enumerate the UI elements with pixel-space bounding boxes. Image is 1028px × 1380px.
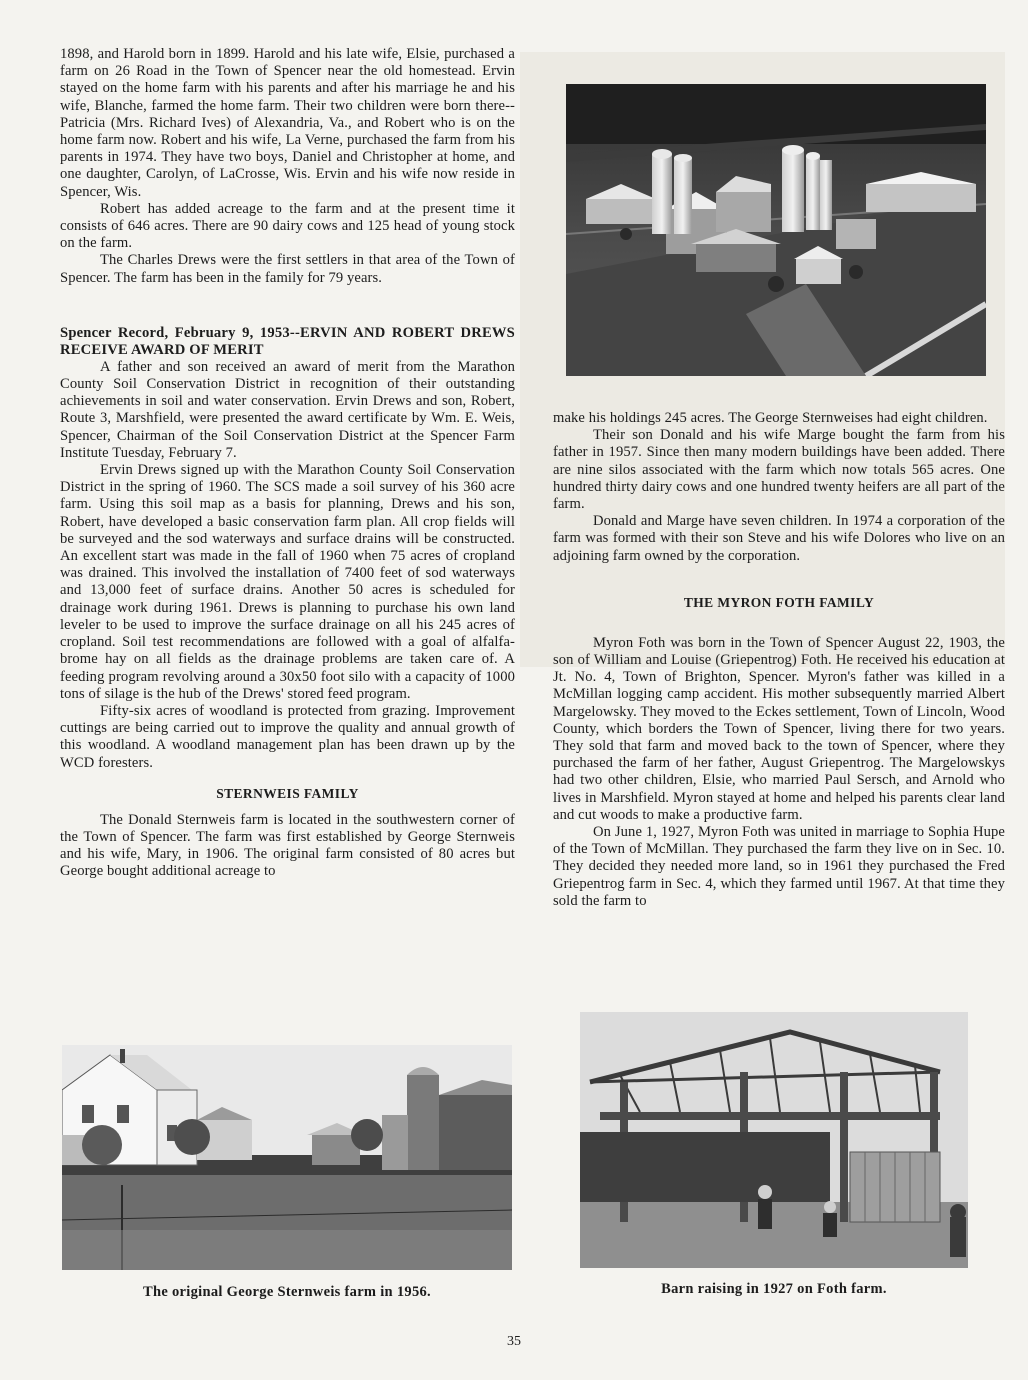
foth-paragraph-1: Myron Foth was born in the Town of Spencer August 22, 1903, the son of William and Louise (Griepentrog) Foth. He received his education at Jt. No. 4, Town of Brighton, Spencer. Myron's father was killed in a McMillan logging camp accident. His mother subsequently married Albert Margelowsky. They moved to the Eckes settlement, Town of Lincoln, Wood County, which borders the Town of Spencer, living there for two years. They sold that farm and moved back to the town of Spencer, where they purchased the farm of her father, August Griepentrog. The Margelowskys had two other children, Elsie, who married Paul Sersch, and Arnold who lives in Marshfield. Myron stayed at home and helped his parents clear land and cut woods to make a productive farm. xyxy=(553,634,1005,823)
foth-section-title: THE MYRON FOTH FAMILY xyxy=(683,594,875,610)
article-headline: Spencer Record, February 9, 1953--ERVIN AND ROBERT DREWS RECEIVE AWARD OF MERIT xyxy=(60,324,515,358)
article-paragraph-2: Ervin Drews signed up with the Marathon County Soil Conservation District in the spring of 1960. The SCS made a soil survey of his 360 acre farm. Using this soil map as a basis for planning, Drews and his son, Robert, have developed a basic conservation farm plan. All crop fields will be surveyed and the sod waterways and surface drains will be constructed. An excellent start was made in the fall of 1960 when 75 acres of cropland was drained. This involved the installation of 7400 feet of sod waterways and 13,000 feet of surface drains. Another 50 acres is scheduled for drainage work during 1961. Drews is planning to purchase his own land leveler to be used to improve the surface drainage on all his 245 acres of cropland. Soil test recommendations are followed with a goal of alfalfa-brome hay on all fields as the drainage problems are taken care of. A feeding program revolving around a 30x50 foot silo with a capacity of 1000 tons of silage is the hub of the Drews' stored feed program. xyxy=(60,462,515,702)
sternweis-continued-1: make his holdings 245 acres. The George Sternweises had eight children. xyxy=(553,410,988,426)
sternweis-section-title: STERNWEIS FAMILY xyxy=(216,785,359,801)
drews-paragraph-1: 1898, and Harold born in 1899. Harold and his late wife, Elsie, purchased a farm on 26 Road in the Town of Spencer near the old homestead. Ervin stayed on the home farm with his parents and after his marriage he and his wife, Blanche, farmed the home farm. Their two children were born there--Patricia (Mrs. Richard Ives) of Alexandria, Va., and Robert who is on the home farm now. Robert and his wife, La Verne, purchased the farm from his parents in 1974. They have two boys, Daniel and Christopher at home, and one daughter, Carolyn, of LaCrosse, Wis. Ervin and his wife now reside in Spencer, Wis. xyxy=(60,46,515,200)
right-column xyxy=(553,410,1005,910)
sternweis-paragraph: The Donald Sternweis farm is located in the southwestern corner of the Town of Spencer. The farm was first established by George Sternweis and his wife, Mary, in 1906. The original farm consisted of 80 acres but George bought additional acreage to xyxy=(60,811,515,880)
barn-raising-photo xyxy=(580,1012,968,1268)
foth-paragraph-2: On June 1, 1927, Myron Foth was united in marriage to Sophia Hupe of the Town of McMillan. They purchased the farm they live on in Sec. 10. They decided they needed more land, so in 1961 they purchased the Fred Griepentrog farm in Sec. 4, which they farmed until 1967. At that time they sold the farm to xyxy=(553,824,1005,909)
sternweis-continued-2: Their son Donald and his wife Marge bought the farm from his father in 1957. Since then many modern buildings have been added. There are nine silos associated with the farm which now totals 565 acres. One hundred thirty dairy cows and one hundred twenty heifers are all part of the farm. xyxy=(553,427,1005,513)
page-number: 35 xyxy=(507,1334,521,1349)
drews-paragraph-3: The Charles Drews were the first settlers in that area of the Town of Spencer. The farm has been in the family for 79 years. xyxy=(60,252,515,286)
left-column xyxy=(60,46,515,881)
article-paragraph-1: A father and son received an award of merit from the Marathon County Soil Conservation District in recognition of their outstanding achievements in soil and water conservation. Ervin Drews and son, Robert, Route 3, Marshfield, were presented the award certificate by Wm. E. Weis, Spencer, Chairman of the Soil Conservation District at the Spencer Farm Institute Tuesday, February 7. xyxy=(60,358,515,461)
sternweis-photo-caption: The original George Sternweis farm in 1956. xyxy=(143,1284,431,1300)
aerial-farm-photo xyxy=(566,84,986,376)
sternweis-farm-photo xyxy=(62,1045,512,1270)
drews-paragraph-2: Robert has added acreage to the farm and at the present time it consists of 646 acres. There are 90 dairy cows and 125 head of young stock on the farm. xyxy=(60,200,515,252)
barn-photo-caption: Barn raising in 1927 on Foth farm. xyxy=(661,1281,887,1297)
sternweis-continued-3: Donald and Marge have seven children. In 1974 a corporation of the farm was formed with their son Steve and his wife Dolores who live on an adjoining farm owned by the corporation. xyxy=(553,513,1005,564)
article-paragraph-3: Fifty-six acres of woodland is protected from grazing. Improvement cuttings are being carried out to improve the quality and annual growth of this woodland. A woodland management plan has been drawn up by the WCD foresters. xyxy=(60,702,515,771)
